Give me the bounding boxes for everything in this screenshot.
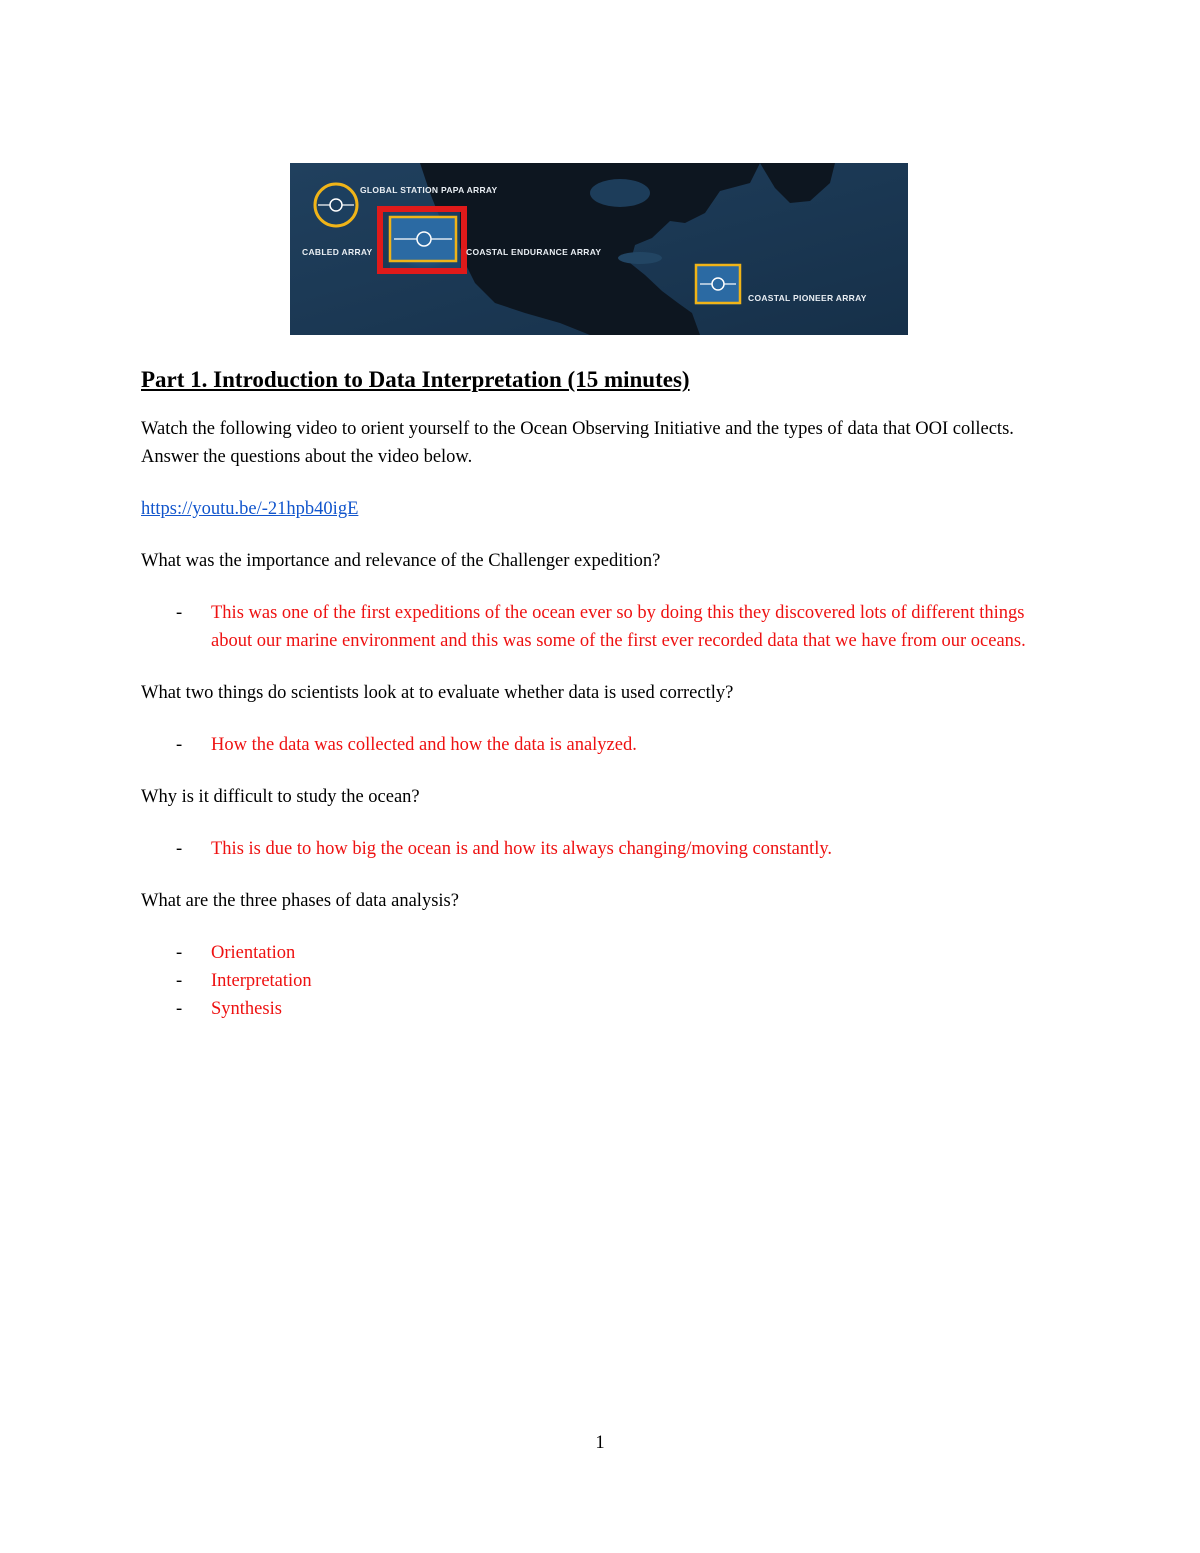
papa-array-marker (315, 184, 357, 226)
bullet-dash: - (176, 943, 183, 963)
answer-item (141, 835, 1061, 863)
bullet-dash: - (176, 999, 183, 1019)
question-text: Why is it difficult to study the ocean? (141, 787, 420, 807)
answer-text: Orientation (211, 943, 296, 963)
answer-item (141, 599, 1061, 655)
papa-array-label: GLOBAL STATION PAPA ARRAY (360, 185, 498, 195)
question-block-3 (141, 783, 1061, 863)
answer-list (141, 599, 1061, 655)
answer-item (141, 731, 1061, 759)
bullet-dash: - (176, 839, 183, 859)
question-block-1 (141, 547, 1061, 655)
answer-text: This is due to how big the ocean is and how its always changing/moving constantly. (211, 839, 833, 859)
intro-paragraph: Watch the following video to orient yourself to the Ocean Observing Initiative and the types of data that OOI collects. Answer the questions about the video below. (141, 419, 1014, 467)
answer-list (141, 939, 1061, 1023)
page-number: 1 (595, 1433, 605, 1453)
great-lakes (618, 252, 662, 264)
answer-text: How the data was collected and how the data is analyzed. (211, 735, 637, 755)
question-text: What two things do scientists look at to evaluate whether data is used correctly? (141, 683, 734, 703)
document-body (141, 362, 1061, 1023)
answer-item (141, 939, 1061, 967)
answer-list (141, 835, 1061, 863)
question-block-4 (141, 887, 1061, 1023)
bullet-dash: - (176, 735, 183, 755)
answer-list (141, 731, 1061, 759)
endurance-array-label: COASTAL ENDURANCE ARRAY (466, 247, 602, 257)
pioneer-array-label: COASTAL PIONEER ARRAY (748, 293, 867, 303)
pioneer-array-marker (696, 265, 740, 303)
answer-item (141, 967, 1061, 995)
part-heading: Part 1. Introduction to Data Interpretation (15 minutes) (141, 367, 690, 392)
answer-text: This was one of the first expeditions of the ocean ever so by doing this they discovered lots of different things about our marine environment and this was some of the first ever recorded data that we have from our oceans. (211, 603, 1026, 651)
video-link[interactable]: https://youtu.be/-21hpb40igE (141, 499, 359, 519)
answer-text: Synthesis (211, 999, 282, 1019)
ooi-array-map (290, 163, 908, 335)
cabled-array-label: CABLED ARRAY (302, 247, 373, 257)
answer-text: Interpretation (211, 971, 312, 991)
answer-item (141, 995, 1061, 1023)
endurance-array-marker (390, 217, 456, 261)
bullet-dash: - (176, 603, 183, 623)
question-text: What was the importance and relevance of the Challenger expedition? (141, 551, 661, 571)
question-block-2 (141, 679, 1061, 759)
question-text: What are the three phases of data analysis? (141, 891, 459, 911)
hudson-bay (590, 179, 650, 207)
bullet-dash: - (176, 971, 183, 991)
